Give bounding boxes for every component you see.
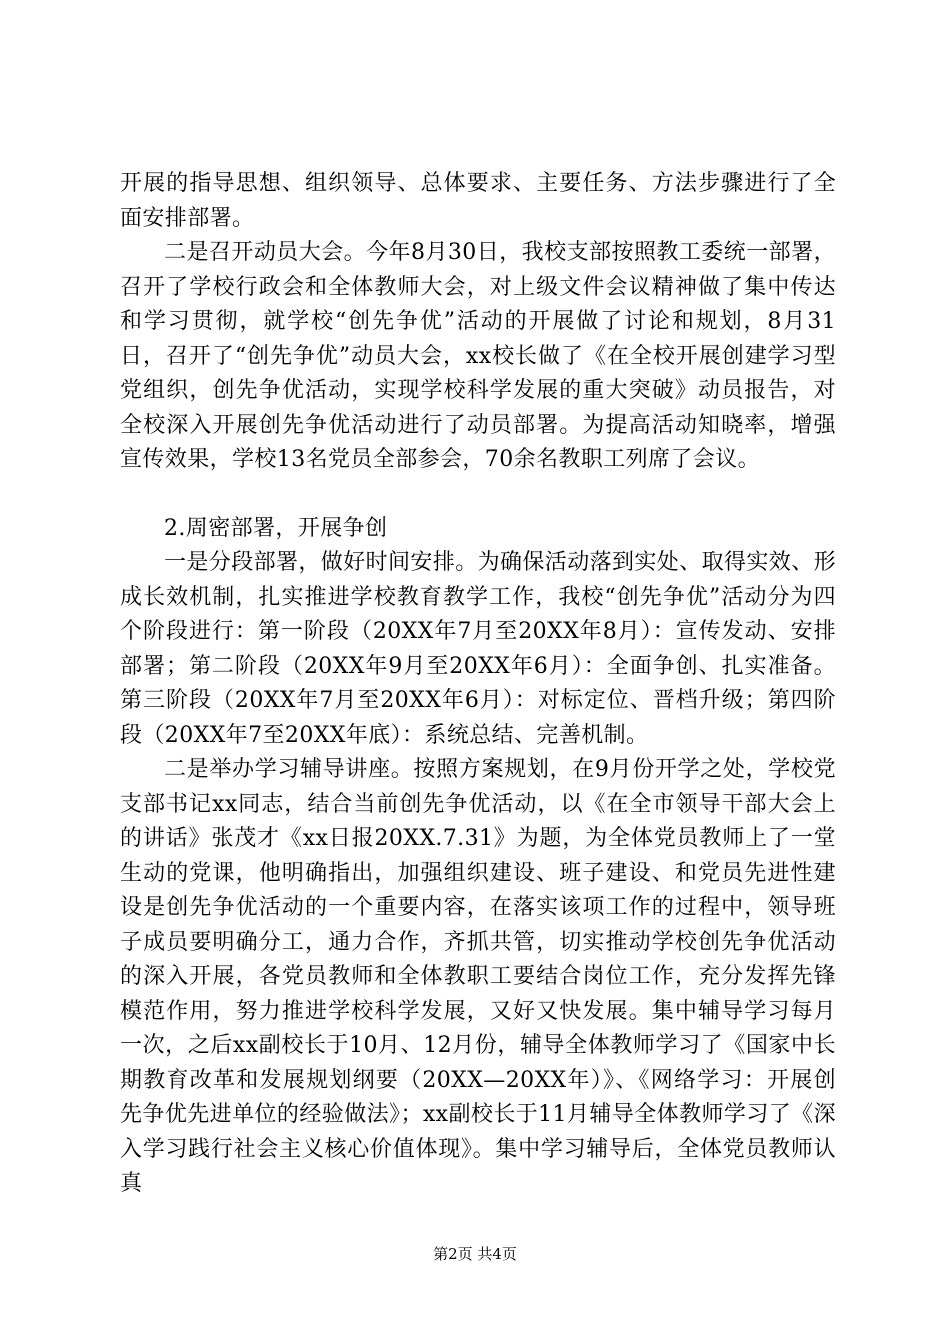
paragraph-study-lectures: 二是举办学习辅导讲座。按照方案规划，在9月份开学之处，学校党支部书记xx同志，结合当前创先争优活动，以《在全市领导干部大会上的讲话》张茂才《xx日报20XX.7.31》为题，为全体党员教师上了一堂生动的党课，他明确指出，加强组织建设、班子建设、和党员先进性建设是创先争优活动的一个重要内容，在落实该项工作的过程中，领导班子成员要明确分工，通力合作，齐抓共管，切实推动学校创先争优活动的深入开展，各党员教师和全体教职工要结合岗位工作，充分发挥先锋模范作用，努力推进学校科学发展，又好又快发展。集中辅导学习每月一次，之后xx副校长于10月、12月份，辅导全体教师学习了《国家中长期教育改革和发展规划纲要（20XX—20XX年）》、《网络学习：开展创先争优先进单位的经验做法》；xx副校长于11月辅导全体教师学习了《深入学习践行社会主义核心价值体现》。集中学习辅导后，全体党员教师认真 xyxy=(120,757,836,1196)
paragraph-continuation: 开展的指导思想、组织领导、总体要求、主要任务、方法步骤进行了全面安排部署。 xyxy=(120,171,836,231)
paragraph-mobilization-meeting: 二是召开动员大会。今年8月30日，我校支部按照教工委统一部署，召开了学校行政会和全体教师大会，对上级文件会议精神做了集中传达和学习贯彻，就学校“创先争优”活动的开展做了讨论和规划，8月31日，召开了“创先争优”动员大会，xx校长做了《在全校开展创建学习型党组织，创先争优活动，实现学校科学发展的重大突破》动员报告，对全校深入开展创先争优活动进行了动员部署。为提高活动知晓率，增强宣传效果，学校13名党员全部参会，70余名教职工列席了会议。 xyxy=(120,240,836,472)
paragraph-phased-deployment: 一是分段部署，做好时间安排。为确保活动落到实处、取得实效、形成长效机制，扎实推进学校教育教学工作，我校“创先争优”活动分为四个阶段进行：第一阶段（20XX年7月至20XX年8月）：宣传发动、安排部署；第二阶段（20XX年9月至20XX年6月）：全面争创、扎实准备。第三阶段（20XX年7月至20XX年6月）：对标定位、晋档升级；第四阶段（20XX年7至20XX年底）：系统总结、完善机制。 xyxy=(120,550,837,748)
page-number-footer: 第2页 共4页 xyxy=(433,1245,517,1263)
section-heading: 2.周密部署，开展争创 xyxy=(164,515,388,541)
paragraph-spacer xyxy=(120,478,836,512)
document-body xyxy=(120,167,836,1202)
